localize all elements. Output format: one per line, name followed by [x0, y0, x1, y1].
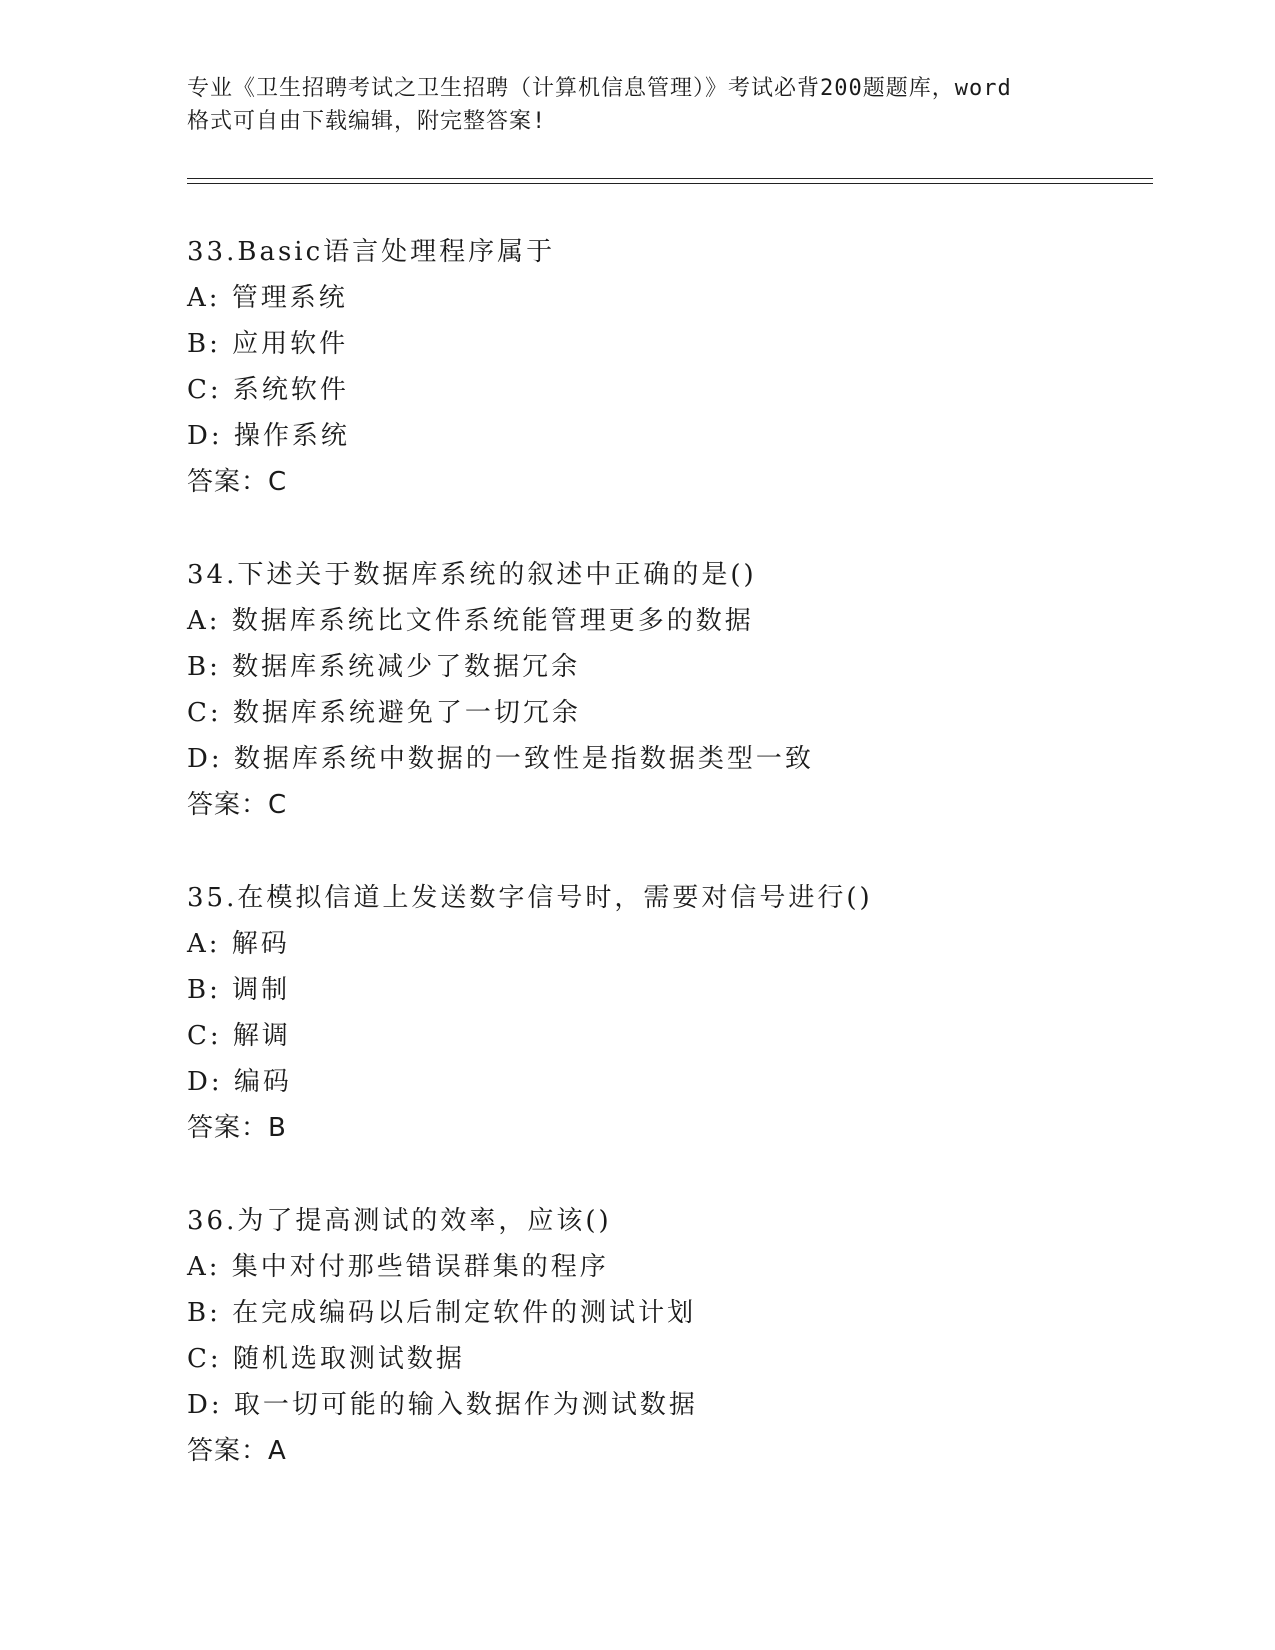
- question-34: [187, 552, 1147, 828]
- option-b: B: 应用软件: [187, 329, 349, 359]
- header-line-1: 专业《卫生招聘考试之卫生招聘（计算机信息管理）》考试必背200题题库，word: [187, 76, 1012, 101]
- question-36: [187, 1198, 1147, 1474]
- header-divider-top: [187, 178, 1153, 179]
- question-stem: 34.下述关于数据库系统的叙述中正确的是(): [187, 560, 757, 590]
- option-d: D: 操作系统: [187, 421, 350, 451]
- header-divider-bottom: [187, 183, 1153, 184]
- option-a: A: 数据库系统比文件系统能管理更多的数据: [187, 606, 754, 636]
- option-c: C: 随机选取测试数据: [187, 1344, 465, 1374]
- question-33: [187, 229, 1147, 505]
- header-line-2: 格式可自由下载编辑，附完整答案!: [187, 109, 547, 134]
- answer-label: 答案：A: [187, 1436, 287, 1466]
- question-stem: 35.在模拟信道上发送数字信号时，需要对信号进行(): [187, 883, 873, 913]
- option-c: C: 系统软件: [187, 375, 349, 405]
- option-a: A: 解码: [187, 929, 290, 959]
- option-b: B: 数据库系统减少了数据冗余: [187, 652, 581, 682]
- option-a: A: 集中对付那些错误群集的程序: [187, 1252, 609, 1282]
- option-b: B: 在完成编码以后制定软件的测试计划: [187, 1298, 697, 1328]
- question-stem: 36.为了提高测试的效率，应该(): [187, 1206, 612, 1236]
- document-header: [187, 72, 1087, 138]
- option-a: A: 管理系统: [187, 283, 348, 313]
- option-d: D: 取一切可能的输入数据作为测试数据: [187, 1390, 698, 1420]
- answer-label: 答案：C: [187, 790, 288, 820]
- option-c: C: 数据库系统避免了一切冗余: [187, 698, 581, 728]
- answer-label: 答案：C: [187, 467, 288, 497]
- option-b: B: 调制: [187, 975, 291, 1005]
- option-d: D: 数据库系统中数据的一致性是指数据类型一致: [187, 744, 814, 774]
- question-35: [187, 875, 1147, 1151]
- answer-label: 答案：B: [187, 1113, 287, 1143]
- question-stem: 33.Basic语言处理程序属于: [187, 237, 556, 267]
- option-c: C: 解调: [187, 1021, 291, 1051]
- option-d: D: 编码: [187, 1067, 292, 1097]
